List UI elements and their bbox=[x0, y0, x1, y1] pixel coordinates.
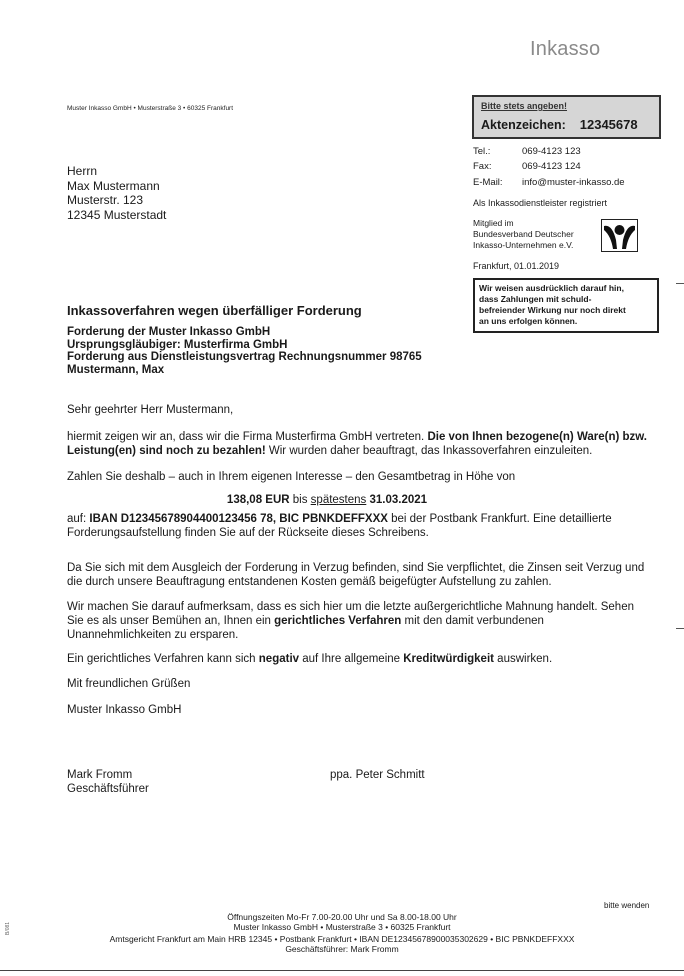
reference-number: 12345678 bbox=[579, 117, 638, 132]
footer-opening-hours: Öffnungszeiten Mo-Fr 7.00-20.00 Uhr und Sa 8.00-18.00 Uhr bbox=[227, 912, 457, 922]
association-logo-icon bbox=[601, 219, 638, 252]
membership-line: Mitglied im bbox=[473, 218, 514, 228]
greeting: Sehr geehrter Herr Mustermann, bbox=[67, 404, 234, 416]
amount-value: 138,08 EUR bbox=[226, 494, 290, 506]
contact-fax bbox=[473, 161, 581, 172]
claim-line: Mustermann, Max bbox=[67, 363, 165, 376]
warning-line: Wir weisen ausdrücklich darauf hin, bbox=[479, 283, 624, 293]
recipient-address bbox=[67, 164, 166, 222]
membership-line: Bundesverband Deutscher bbox=[473, 229, 574, 239]
membership-text bbox=[473, 218, 574, 251]
paragraph-text: Wir wurden daher beauftragt, das Inkassoverfahren einzuleiten. bbox=[265, 445, 593, 457]
reference-box bbox=[472, 95, 661, 139]
amount-connector: bis bbox=[289, 494, 311, 506]
paragraph-text: auf Ihre allgemeine bbox=[299, 653, 404, 665]
paragraph-last-reminder bbox=[67, 600, 647, 642]
signatory-name: ppa. Peter Schmitt bbox=[330, 769, 425, 781]
paragraph-text: Ein gerichtliches Verfahren kann sich bbox=[67, 653, 259, 665]
amount-date: 31.03.2021 bbox=[366, 494, 428, 506]
sender-address-line: Muster Inkasso GmbH • Musterstraße 3 • 60325 Frankfurt bbox=[67, 105, 234, 112]
signature-right bbox=[330, 769, 425, 783]
paragraph-text: hiermit zeigen wir an, dass wir die Firma Musterfirma GmbH vertreten. bbox=[67, 431, 428, 443]
footer-managing-director: Geschäftsführer: Mark Fromm bbox=[285, 944, 399, 954]
signature-left bbox=[67, 769, 149, 796]
paragraph-bank-details bbox=[67, 512, 647, 540]
closing-company: Muster Inkasso GmbH bbox=[67, 704, 182, 716]
letter-subject: Inkassoverfahren wegen überfälliger Forderung bbox=[67, 303, 362, 318]
payment-warning-box bbox=[473, 278, 659, 333]
paragraph-emphasis: gerichtliches Verfahren bbox=[274, 615, 402, 627]
contact-email bbox=[473, 177, 625, 188]
place-date: Frankfurt, 01.01.2019 bbox=[473, 261, 560, 271]
paragraph-default-interest: Da Sie sich mit dem Ausgleich der Forderung in Verzug befinden, sind Sie verpflichtet, die Zinsen seit Verzug und die durch unsere Beauftragung entstandenen Kosten gemäß beigefügter Aufstellung zu zahlen. bbox=[67, 562, 645, 588]
footer-registry-bank: Amtsgericht Frankfurt am Main HRB 12345 • Postbank Frankfurt • IBAN DE12345678900035302629 • BIC PBNKDEFFXXX bbox=[109, 934, 575, 944]
paragraph-text: Wir machen Sie darauf aufmerksam, dass es sich hier um die letzte außergerichtliche Mahnung handelt. Sehen Sie es als unser Bemühen an, Ihnen ein bbox=[67, 601, 634, 627]
warning-line: an uns erfolgen können. bbox=[479, 316, 578, 326]
amount-due-line bbox=[67, 494, 587, 506]
membership-line: Inkasso-Unternehmen e.V. bbox=[473, 240, 574, 250]
claim-line: Forderung aus Dienstleistungsvertrag Rechnungsnummer 98765 bbox=[67, 351, 422, 363]
signatory-name: Mark Fromm bbox=[67, 769, 133, 781]
document-side-code: B/081 bbox=[5, 921, 11, 935]
fold-mark bbox=[676, 628, 684, 629]
paragraph-text: auf: bbox=[67, 513, 90, 525]
warning-line: befreiender Wirkung nur noch direkt bbox=[479, 305, 626, 315]
reference-number-row bbox=[481, 117, 652, 132]
amount-until: spätestens bbox=[310, 494, 367, 506]
claim-line: Ursprungsgläubiger: Musterfirma GmbH bbox=[67, 338, 288, 351]
phone-label: Tel.: bbox=[473, 146, 491, 157]
paragraph-emphasis: Die von Ihnen bezogene(n) Ware(n) bzw. Leistung(en) sind noch zu bezahlen! bbox=[67, 431, 648, 457]
claim-line: Forderung der Muster Inkasso GmbH bbox=[67, 326, 271, 338]
recipient-name: Max Mustermann bbox=[67, 178, 160, 193]
paragraph-payment-request: Zahlen Sie deshalb – auch in Ihrem eigenen Interesse – den Gesamtbetrag in Höhe von bbox=[67, 471, 516, 483]
email-value: info@muster-inkasso.de bbox=[522, 177, 625, 188]
fold-mark bbox=[676, 283, 684, 284]
registration-note: Als Inkassodienstleister registriert bbox=[473, 198, 608, 208]
paragraph-emphasis: negativ bbox=[258, 653, 300, 665]
recipient-salutation: Herrn bbox=[67, 164, 98, 178]
phone-value: 069-4123 123 bbox=[522, 146, 581, 157]
fax-value: 069-4123 124 bbox=[522, 161, 581, 172]
paragraph-intro bbox=[67, 430, 647, 458]
page-bottom-rule bbox=[0, 970, 684, 971]
paragraph-emphasis: Kreditwürdigkeit bbox=[403, 653, 494, 665]
signatory-role: Geschäftsführer bbox=[67, 782, 149, 795]
fax-label: Fax: bbox=[473, 161, 492, 172]
closing-phrase: Mit freundlichen Grüßen bbox=[67, 678, 191, 690]
warning-line: dass Zahlungen mit schuld- bbox=[479, 294, 592, 304]
turn-over-note: bitte wenden bbox=[604, 901, 650, 910]
email-label: E-Mail: bbox=[473, 177, 503, 188]
contact-phone bbox=[473, 146, 581, 157]
brand-name: Inkasso bbox=[530, 38, 601, 60]
recipient-street: Musterstr. 123 bbox=[67, 193, 144, 207]
paragraph-text: mit den damit verbundenen Unannehmlichkeiten zu ersparen. bbox=[67, 615, 544, 641]
reference-note: Bitte stets angeben! bbox=[481, 101, 568, 111]
claim-details bbox=[67, 326, 422, 376]
footer-address: Muster Inkasso GmbH • Musterstraße 3 • 60325 Frankfurt bbox=[233, 922, 451, 932]
bank-account-details: IBAN D12345678904400123456 78, BIC PBNKDEFFXXX bbox=[89, 513, 388, 525]
paragraph-text: bei der Postbank Frankfurt. Eine detaillierte Forderungsaufstellung finden Sie auf der Rückseite dieses Schreibens. bbox=[67, 513, 612, 539]
reference-label: Aktenzeichen: bbox=[481, 118, 566, 132]
recipient-city: 12345 Musterstadt bbox=[67, 207, 167, 222]
paragraph-text: auswirken. bbox=[493, 653, 553, 665]
paragraph-credit-warning bbox=[67, 652, 647, 666]
